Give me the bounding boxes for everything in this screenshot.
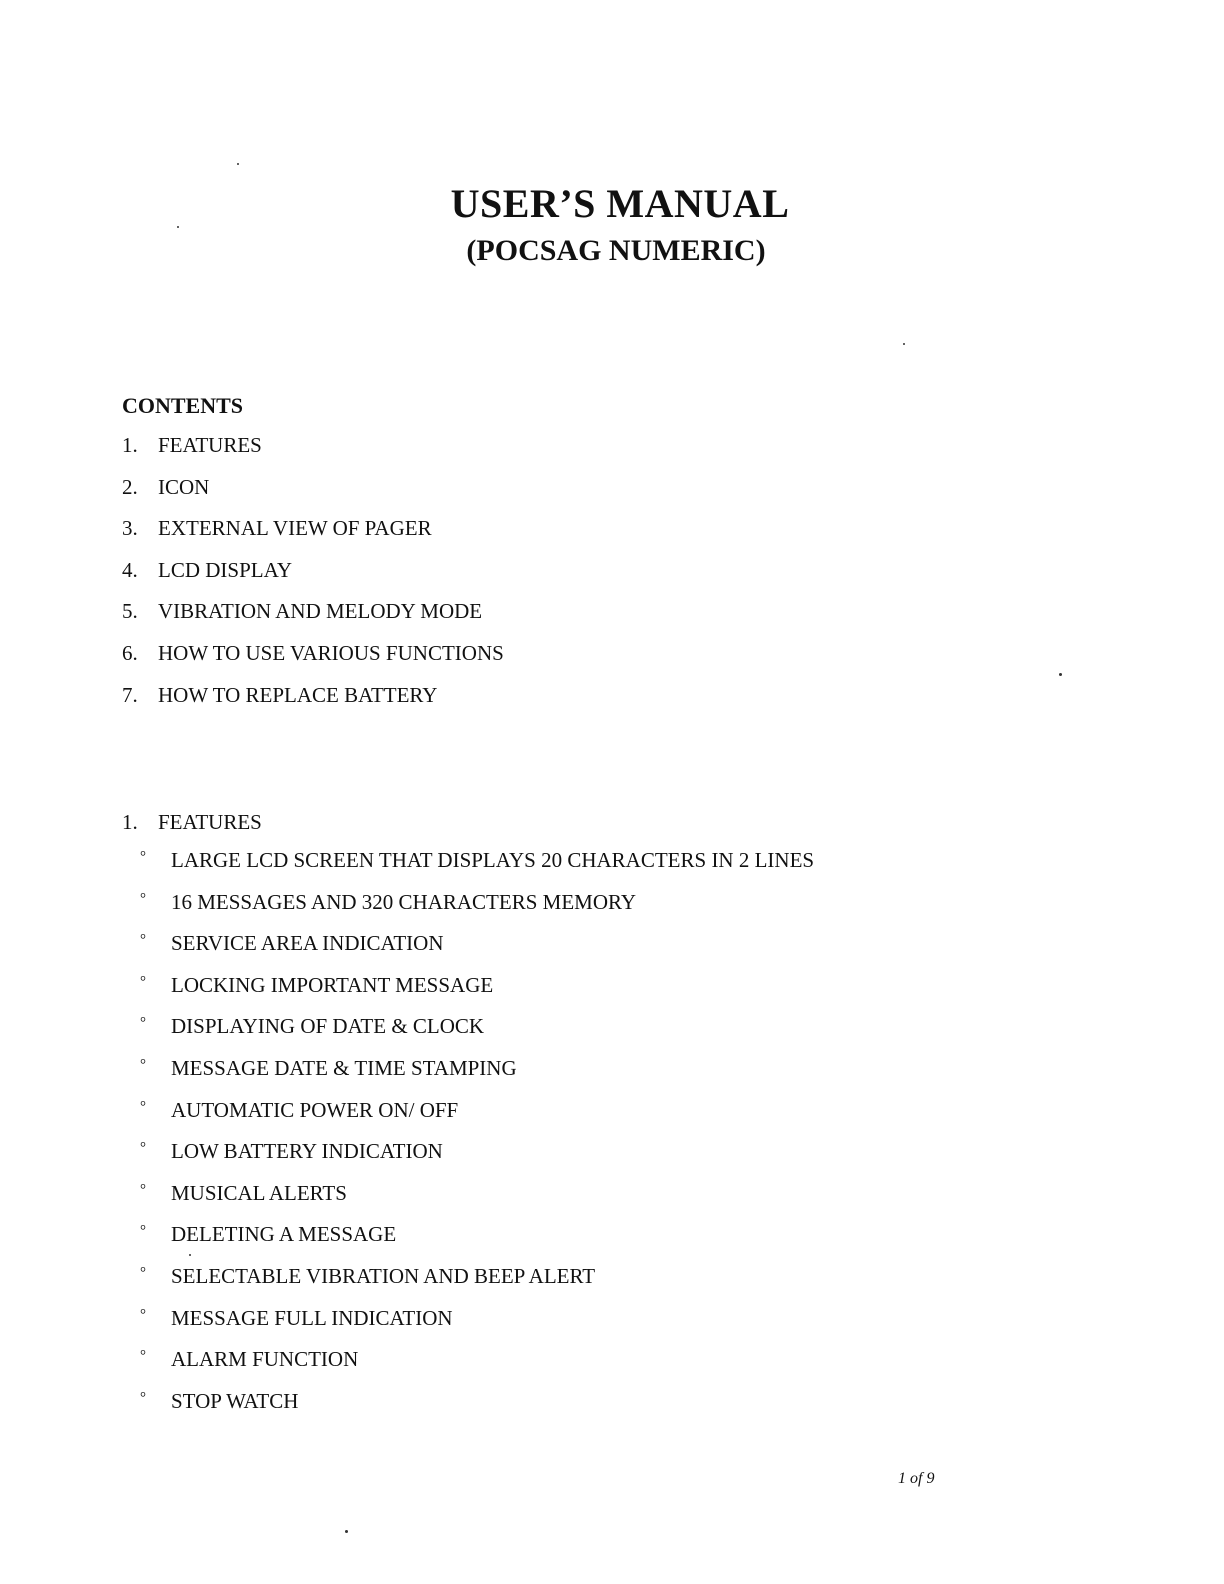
bullet-icon: ° <box>140 1223 146 1240</box>
bullet-icon: ° <box>140 849 146 865</box>
bullet-icon: ° <box>140 1015 146 1032</box>
toc-item <box>122 558 504 600</box>
feature-item <box>140 973 814 1015</box>
scan-speck <box>189 1254 191 1256</box>
feature-item <box>140 1056 814 1098</box>
feature-label: MESSAGE FULL INDICATION <box>171 1305 453 1330</box>
feature-item <box>140 1347 814 1389</box>
feature-item <box>140 848 814 890</box>
toc-item-number: 5. <box>122 599 138 624</box>
feature-label: STOP WATCH <box>171 1388 299 1413</box>
scan-speck <box>1059 673 1062 676</box>
toc-item <box>122 475 504 517</box>
features-section-heading <box>122 810 262 835</box>
bullet-icon: ° <box>140 1306 146 1323</box>
feature-label: LOW BATTERY INDICATION <box>171 1139 443 1164</box>
toc-item-number: 2. <box>122 474 138 499</box>
bullet-icon: ° <box>140 1056 146 1073</box>
bullet-icon: ° <box>140 1181 146 1198</box>
scan-speck <box>177 226 179 228</box>
bullet-icon: ° <box>140 1098 146 1115</box>
toc-item-label: HOW TO USE VARIOUS FUNCTIONS <box>158 640 504 665</box>
bullet-icon: ° <box>140 890 146 907</box>
feature-label: SERVICE AREA INDICATION <box>171 931 444 956</box>
contents-heading: CONTENTS <box>122 393 244 418</box>
feature-item <box>140 1306 814 1348</box>
feature-item <box>140 1139 814 1181</box>
toc-item-label: LCD DISPLAY <box>158 557 292 582</box>
feature-label: DISPLAYING OF DATE & CLOCK <box>171 1014 485 1039</box>
bullet-icon: ° <box>140 932 146 949</box>
feature-label: MUSICAL ALERTS <box>171 1180 347 1205</box>
toc-item-number: 6. <box>122 640 138 665</box>
scan-speck <box>237 163 239 165</box>
bullet-icon: ° <box>140 1140 146 1157</box>
feature-label: MESSAGE DATE & TIME STAMPING <box>171 1055 517 1080</box>
feature-item <box>140 1222 814 1264</box>
toc-item-number: 4. <box>122 557 138 582</box>
features-list <box>140 848 814 1430</box>
bullet-icon: ° <box>140 1264 146 1281</box>
feature-item <box>140 1098 814 1140</box>
bullet-icon: ° <box>140 1389 146 1406</box>
toc-item-label: ICON <box>158 474 210 499</box>
feature-item <box>140 931 814 973</box>
scan-speck <box>345 1530 348 1533</box>
document-subtitle: (POCSAG NUMERIC) <box>466 234 766 267</box>
bullet-icon: ° <box>140 1348 146 1365</box>
toc-item-number: 1. <box>122 433 138 457</box>
feature-label: 16 MESSAGES AND 320 CHARACTERS MEMORY <box>171 889 636 914</box>
toc-item <box>122 433 504 475</box>
toc-item-label: FEATURES <box>158 433 262 457</box>
feature-label: LARGE LCD SCREEN THAT DISPLAYS 20 CHARACTERS IN 2 LINES <box>171 848 815 872</box>
feature-label: DELETING A MESSAGE <box>171 1222 397 1247</box>
document-title: USER’S MANUAL <box>450 181 790 226</box>
feature-label: SELECTABLE VIBRATION AND BEEP ALERT <box>171 1263 596 1288</box>
feature-item <box>140 1264 814 1306</box>
scan-speck <box>903 343 905 345</box>
toc-item <box>122 641 504 683</box>
toc-item-label: VIBRATION AND MELODY MODE <box>158 599 483 624</box>
feature-label: AUTOMATIC POWER ON/ OFF <box>171 1097 459 1122</box>
bullet-icon: ° <box>140 973 146 990</box>
toc-item <box>122 516 504 558</box>
feature-label: LOCKING IMPORTANT MESSAGE <box>171 972 494 997</box>
feature-item <box>140 1389 814 1431</box>
toc-item-label: EXTERNAL VIEW OF PAGER <box>158 516 432 541</box>
section-number: 1. <box>122 810 138 834</box>
feature-item <box>140 890 814 932</box>
table-of-contents <box>122 433 504 724</box>
section-title: FEATURES <box>158 810 262 834</box>
toc-item-number: 3. <box>122 516 138 541</box>
toc-item <box>122 683 504 725</box>
toc-item <box>122 599 504 641</box>
toc-item-label: HOW TO REPLACE BATTERY <box>158 682 438 707</box>
feature-item <box>140 1014 814 1056</box>
toc-item-number: 7. <box>122 682 138 707</box>
feature-item <box>140 1181 814 1223</box>
page-number: 1 of 9 <box>898 1470 935 1487</box>
feature-label: ALARM FUNCTION <box>171 1347 359 1372</box>
